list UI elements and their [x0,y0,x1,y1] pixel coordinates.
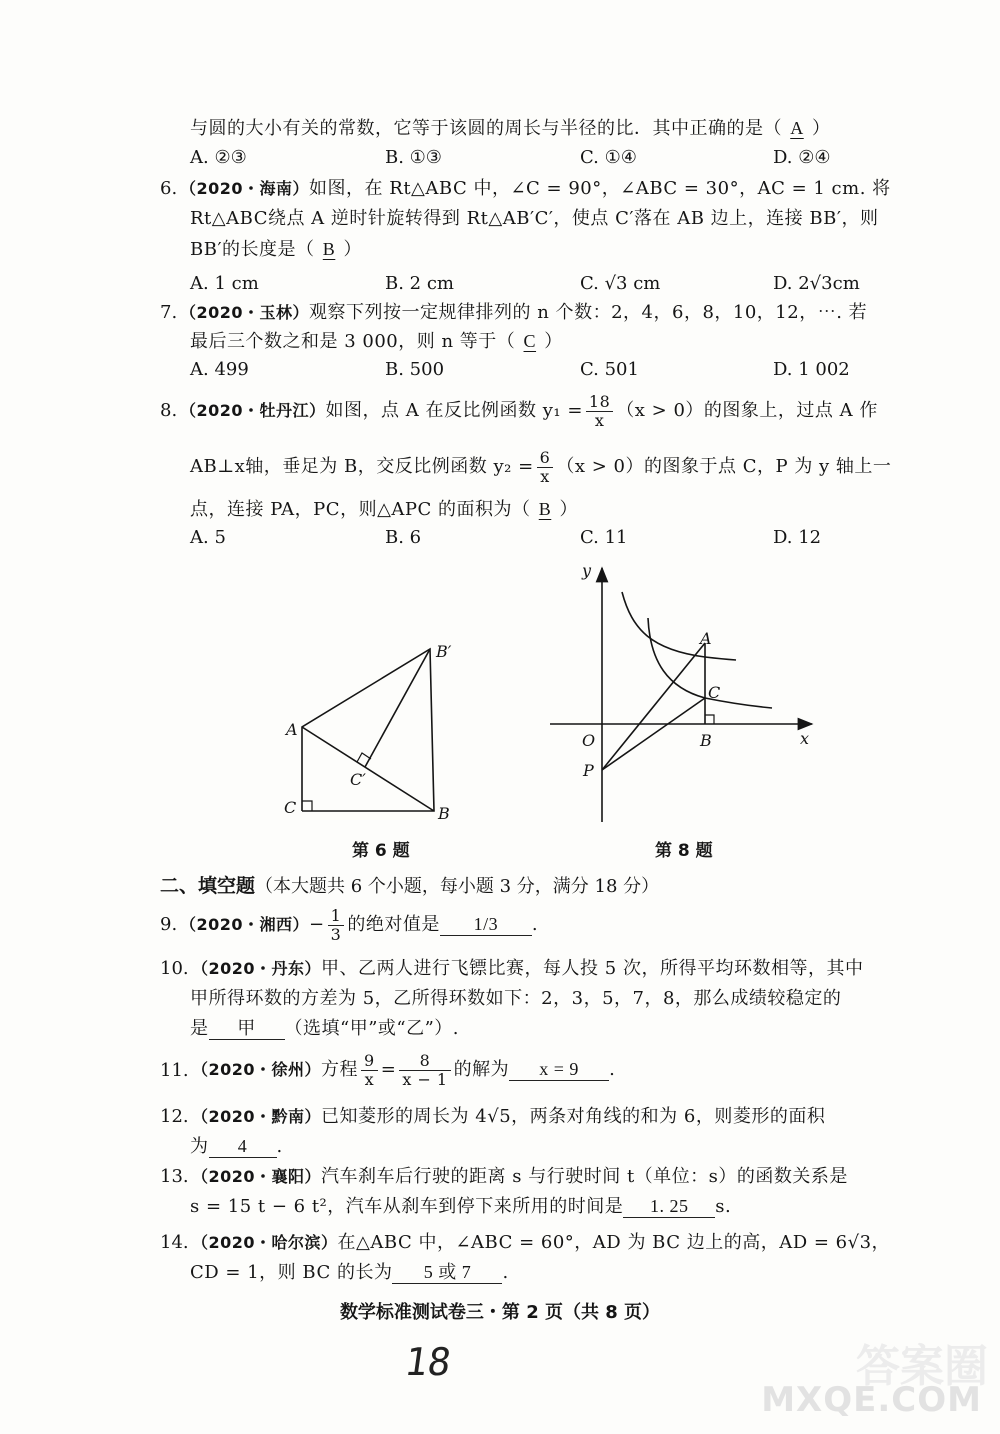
q6-option-d: D. 2√3cm [773,273,860,294]
q6-option-a: A. 1 cm [190,273,259,294]
q9-line: （2020・湘西）− $\frac{1}{3}$ 的绝对值是 1/3 . [180,905,539,944]
fig8-segment-pa [602,643,705,770]
q6-option-c: C. √3 cm [580,273,661,294]
q10-line2: 甲所得环数的方差为 5，乙所得环数如下：2，3，5，7，8，那么成绩较稳定的 [190,988,842,1009]
q9-number: 9. [160,914,178,935]
figure-6-caption: 第 6 题 [352,841,410,861]
watermark-text: MXQE.COM [761,1380,982,1420]
q13-answer-blank: 1. 25 [623,1195,715,1218]
fig8-segment-pc [602,698,705,770]
page-footer: 数学标准测试卷三・第 2 页（共 8 页） [339,1302,661,1323]
handwritten-page-number: 18 [401,1340,454,1384]
figure-6-triangle-diagram [270,635,470,825]
fig8-label-o: O [582,731,596,750]
q11-source: （2020・徐州） [192,1060,322,1079]
q13-number: 13. [160,1166,189,1187]
figure-8-graph [540,560,830,830]
q14-number: 14. [160,1232,189,1253]
fig8-label-p: P [583,761,594,780]
q11-fraction-9-over-x: $\frac{9}{x}$ [361,1052,378,1089]
q6-line1: （2020・海南）如图，在 Rt△ABC 中，∠C = 90°，∠ABC = 30°，AC = 1 cm. 将 [180,178,891,199]
q11-answer-blank: x = 9 [509,1058,609,1081]
q7-source: （2020・玉林） [180,303,310,322]
q9-fraction: $\frac{1}{3}$ [328,907,345,944]
fig8-label-a: A [700,629,712,648]
q11-fraction-8-over-x-minus-1: $\frac{8}{x - 1}$ [399,1052,450,1089]
q8-option-b: B. 6 [385,527,422,548]
fig6-segment-b1c1 [365,649,430,767]
q8-line2: AB⊥x轴，垂足为 B，交反比例函数 y₂ = $\frac{6}{x}$ （x > 0）的图象于点 C，P 为 y 轴上一 [190,447,892,486]
q12-answer-blank: 4 [209,1135,277,1158]
q5-option-b: B. ①③ [385,147,442,168]
q8-number: 8. [160,400,178,421]
q8-source: （2020・牡丹江） [180,401,326,420]
fig8-right-angle-b [705,715,714,724]
q6-line2: Rt△ABC绕点 A 逆时针旋转得到 Rt△AB′C′，使点 C′落在 AB 边上，连接 BB′，则 [190,208,879,229]
q11-line: （2020・徐州）方程 $\frac{9}{x}$ = $\frac{8}{x - 1}$ 的解为 x = 9 . [192,1050,616,1089]
q6-source: （2020・海南） [180,179,310,198]
q6-option-b: B. 2 cm [385,273,454,294]
fig6-label-b: B [438,804,450,823]
q12-line1: （2020・黔南）已知菱形的周长为 4√5，两条对角线的和为 6，则菱形的面积 [192,1106,826,1127]
q7-line1: （2020・玉林）观察下列按一定规律排列的 n 个数：2，4，6，8，10，12，⋯. 若 [180,302,868,323]
fig6-label-c-prime: C′ [350,770,366,789]
q10-answer-blank: 甲 [209,1017,285,1040]
q12-source: （2020・黔南） [192,1107,322,1126]
fig6-label-a: A [286,720,298,739]
q8-option-a: A. 5 [190,527,226,548]
q7-option-c: C. 501 [580,359,639,380]
q5-option-c: C. ①④ [580,147,637,168]
q13-source: （2020・襄阳） [192,1167,322,1186]
fig6-segment-ab [302,727,434,811]
figure-8-caption: 第 8 题 [655,841,713,861]
q14-line1: （2020・哈尔滨）在△ABC 中，∠ABC = 60°，AD 为 BC 边上的高，AD = 6√3， [192,1232,891,1253]
q10-line1: （2020・丹东）甲、乙两人进行飞镖比赛，每人投 5 次，所得平均环数相等，其中 [192,958,864,979]
fig8-label-c: C [708,683,721,702]
q10-number: 10. [160,958,189,979]
q12-line2: 为 4 . [190,1136,283,1157]
watermark-logo: 答案圈 [856,1341,988,1392]
q7-option-d: D. 1 002 [773,359,850,380]
fig8-curve-y1 [622,592,736,660]
q5-answer: A [790,118,804,138]
fig6-label-c: C [284,798,297,817]
fig8-label-b: B [700,731,712,750]
q6-answer: B [322,239,336,259]
fig8-label-x: x [800,729,810,748]
q13-line1: （2020・襄阳）汽车刹车后行驶的距离 s 与行驶时间 t（单位：s）的函数关系是 [192,1166,848,1187]
q8-fraction-6-over-x: $\frac{6}{x}$ [537,449,554,486]
section-2-description: （本大题共 6 个小题，每小题 3 分，满分 18 分） [255,876,660,897]
section-2-title: 二、填空题 [160,875,256,897]
section-2-heading [160,871,659,898]
q9-answer-blank: 1/3 [440,913,532,936]
q6-line3: BB′的长度是（ B ） [190,236,362,263]
q9-source: （2020・湘西） [180,915,310,934]
q5-continuation: 与圆的大小有关的常数，它等于该圆的周长与半径的比．其中正确的是（ A ） [190,115,830,142]
q8-line3: 点，连接 PA，PC，则△APC 的面积为（ B ） [190,496,578,523]
q8-option-d: D. 12 [773,527,822,548]
q10-source: （2020・丹东） [192,959,322,978]
q12-number: 12. [160,1106,189,1127]
q10-line3: 是 甲 （选填“甲”或“乙”）. [190,1018,460,1039]
q7-option-a: A. 499 [190,359,249,380]
q14-answer-blank: 5 或 7 [392,1261,502,1284]
q13-line2: s = 15 t − 6 t²，汽车从刹车到停下来所用的时间是 1. 25 s. [190,1196,732,1217]
q14-line2: CD = 1，则 BC 的长为 5 或 7 . [190,1262,509,1283]
q11-number: 11. [160,1060,189,1081]
q5-option-a: A. ②③ [190,147,247,168]
q6-number: 6. [160,178,178,199]
fig6-label-b-prime: B′ [436,642,452,661]
q7-option-b: B. 500 [385,359,445,380]
fig8-label-y: y [582,561,592,580]
q7-line2: 最后三个数之和是 3 000，则 n 等于（ C ） [190,328,563,355]
fig6-outline [302,649,434,811]
fig6-right-angle-c [302,801,312,811]
q8-line1: （2020・牡丹江）如图，点 A 在反比例函数 y₁ = $\frac{18}{x}$ （x > 0）的图象上，过点 A 作 [180,391,878,430]
q7-number: 7. [160,302,178,323]
q14-source: （2020・哈尔滨） [192,1233,338,1252]
q7-answer: C [523,331,537,351]
q8-answer: B [538,499,552,519]
q5-option-d: D. ②④ [773,147,831,168]
q8-option-c: C. 11 [580,527,628,548]
q8-fraction-18-over-x: $\frac{18}{x}$ [586,393,613,430]
